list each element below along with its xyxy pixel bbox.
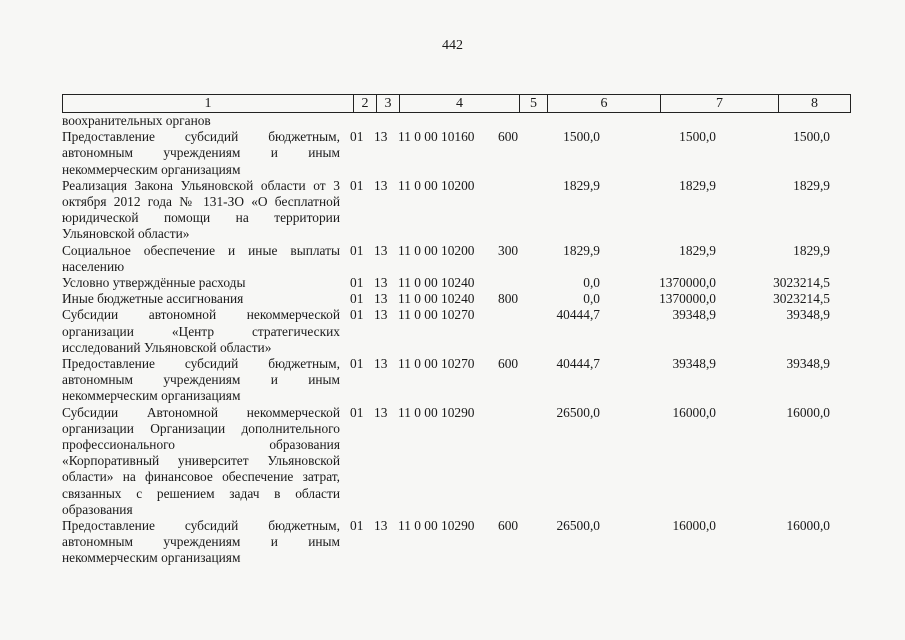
row-expense-type: 600 bbox=[498, 518, 519, 534]
row-value-col7: 16000,0 bbox=[672, 518, 716, 534]
table-row bbox=[62, 113, 852, 129]
row-expense-type: 600 bbox=[498, 356, 519, 372]
table-row bbox=[62, 178, 852, 243]
row-value-col8: 16000,0 bbox=[786, 518, 830, 534]
table-row bbox=[62, 518, 852, 567]
row-expense-type: 300 bbox=[498, 242, 519, 258]
table-row bbox=[62, 307, 852, 356]
row-value-col7: 39348,9 bbox=[672, 356, 716, 372]
row-value-col7: 16000,0 bbox=[672, 404, 716, 420]
row-target-article: 11 0 00 10240 bbox=[398, 291, 475, 307]
table-row bbox=[62, 291, 852, 307]
row-description: Условно утверждённые расходы bbox=[62, 275, 246, 291]
row-value-col8: 39348,9 bbox=[786, 356, 830, 372]
column-header-7: 7 bbox=[660, 95, 778, 112]
row-subsection-code: 13 bbox=[374, 404, 388, 420]
row-section-code: 01 bbox=[350, 307, 364, 323]
table-row bbox=[62, 405, 852, 518]
row-value-col6: 40444,7 bbox=[556, 356, 600, 372]
row-value-col7: 1829,9 bbox=[679, 242, 716, 258]
column-header-6: 6 bbox=[547, 95, 660, 112]
page-number: 442 bbox=[442, 38, 463, 53]
row-section-code: 01 bbox=[350, 518, 364, 534]
row-target-article: 11 0 00 10200 bbox=[398, 177, 475, 193]
column-header-row bbox=[62, 94, 851, 113]
row-subsection-code: 13 bbox=[374, 307, 388, 323]
row-value-col6: 1829,9 bbox=[563, 242, 600, 258]
column-header-4: 4 bbox=[399, 95, 519, 112]
row-value-col6: 40444,7 bbox=[556, 307, 600, 323]
row-value-col8: 39348,9 bbox=[786, 307, 830, 323]
row-section-code: 01 bbox=[350, 129, 364, 145]
row-expense-type: 600 bbox=[498, 129, 519, 145]
row-value-col6: 0,0 bbox=[583, 275, 600, 291]
row-value-col8: 1829,9 bbox=[793, 242, 830, 258]
row-subsection-code: 13 bbox=[374, 275, 388, 291]
budget-table-body bbox=[62, 113, 852, 567]
row-target-article: 11 0 00 10240 bbox=[398, 275, 475, 291]
table-row bbox=[62, 243, 852, 275]
row-section-code: 01 bbox=[350, 356, 364, 372]
column-header-3: 3 bbox=[376, 95, 399, 112]
row-section-code: 01 bbox=[350, 291, 364, 307]
row-value-col8: 1829,9 bbox=[793, 177, 830, 193]
row-target-article: 11 0 00 10160 bbox=[398, 129, 475, 145]
row-description: Субсидии Автономной некоммерческой организации Организации дополнительного профессионального образования «Корпоративный университет Ульяновской области» на финансовое обеспечение затрат, связанных с решением задач в области образования bbox=[62, 404, 340, 517]
row-subsection-code: 13 bbox=[374, 242, 388, 258]
row-subsection-code: 13 bbox=[374, 291, 388, 307]
row-value-col6: 1500,0 bbox=[563, 129, 600, 145]
row-value-col8: 16000,0 bbox=[786, 404, 830, 420]
table-row bbox=[62, 275, 852, 291]
column-header-2: 2 bbox=[353, 95, 376, 112]
row-section-code: 01 bbox=[350, 404, 364, 420]
table-row bbox=[62, 129, 852, 178]
row-section-code: 01 bbox=[350, 275, 364, 291]
row-section-code: 01 bbox=[350, 177, 364, 193]
row-subsection-code: 13 bbox=[374, 356, 388, 372]
row-value-col6: 26500,0 bbox=[556, 518, 600, 534]
row-target-article: 11 0 00 10290 bbox=[398, 404, 475, 420]
row-subsection-code: 13 bbox=[374, 518, 388, 534]
table-row bbox=[62, 356, 852, 405]
row-expense-type: 800 bbox=[498, 291, 519, 307]
row-description: Реализация Закона Ульяновской области от 3 октября 2012 года № 131-ЗО «О бесплатной юридической помощи на территории Ульяновской области» bbox=[62, 177, 340, 242]
row-section-code: 01 bbox=[350, 242, 364, 258]
row-value-col6: 1829,9 bbox=[563, 177, 600, 193]
row-value-col8: 3023214,5 bbox=[773, 275, 830, 291]
column-header-8: 8 bbox=[778, 95, 850, 112]
row-value-col7: 39348,9 bbox=[672, 307, 716, 323]
row-target-article: 11 0 00 10200 bbox=[398, 242, 475, 258]
row-subsection-code: 13 bbox=[374, 129, 388, 145]
row-value-col6: 0,0 bbox=[583, 291, 600, 307]
row-description: Иные бюджетные ассигнования bbox=[62, 291, 244, 307]
row-description: Предоставление субсидий бюджетным, автономным учреждениям и иным некоммерческим организациям bbox=[62, 518, 340, 566]
row-target-article: 11 0 00 10270 bbox=[398, 307, 475, 323]
row-description: Субсидии автономной некоммерческой организации «Центр стратегических исследований Ульяновской области» bbox=[62, 307, 340, 355]
row-value-col8: 3023214,5 bbox=[773, 291, 830, 307]
row-value-col8: 1500,0 bbox=[793, 129, 830, 145]
row-description: воохранительных органов bbox=[62, 113, 211, 128]
row-value-col7: 1829,9 bbox=[679, 177, 716, 193]
row-subsection-code: 13 bbox=[374, 177, 388, 193]
row-value-col7: 1370000,0 bbox=[659, 275, 716, 291]
row-description: Предоставление субсидий бюджетным, автономным учреждениям и иным некоммерческим организациям bbox=[62, 356, 340, 404]
row-value-col7: 1500,0 bbox=[679, 129, 716, 145]
row-target-article: 11 0 00 10290 bbox=[398, 518, 475, 534]
row-description: Предоставление субсидий бюджетным, автономным учреждениям и иным некоммерческим организациям bbox=[62, 129, 340, 177]
row-target-article: 11 0 00 10270 bbox=[398, 356, 475, 372]
column-header-5: 5 bbox=[519, 95, 547, 112]
row-value-col6: 26500,0 bbox=[556, 404, 600, 420]
column-header-1: 1 bbox=[204, 96, 212, 111]
row-value-col7: 1370000,0 bbox=[659, 291, 716, 307]
row-description: Социальное обеспечение и иные выплаты населению bbox=[62, 242, 340, 274]
